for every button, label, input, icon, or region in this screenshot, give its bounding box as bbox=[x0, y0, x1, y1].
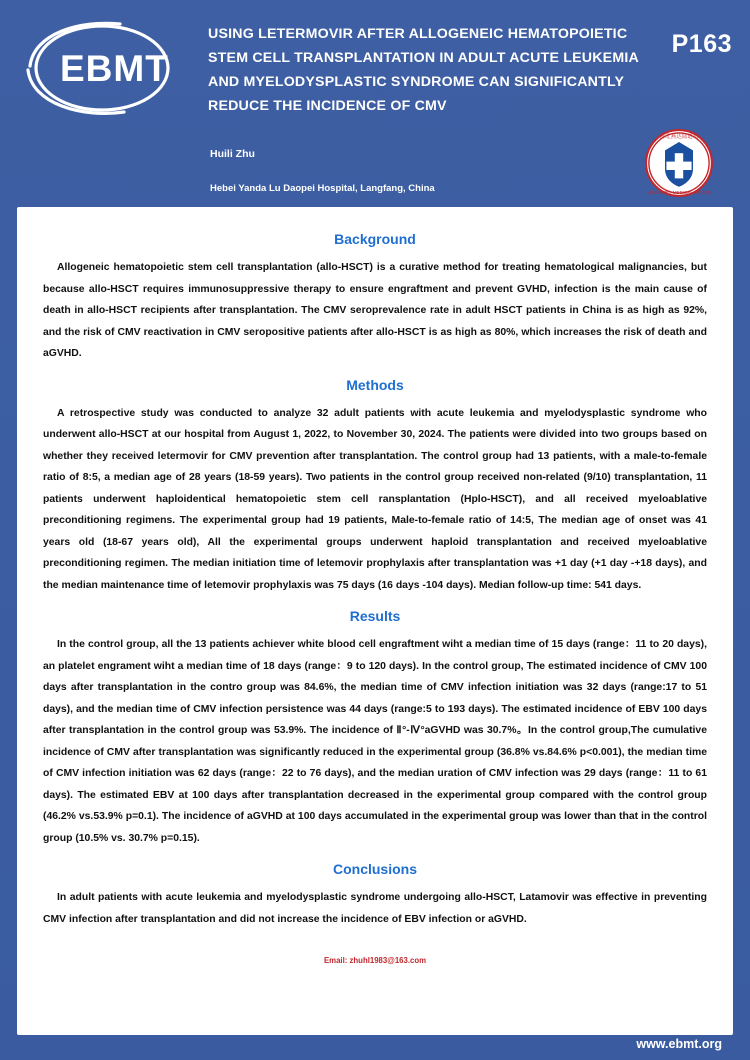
section-heading-methods: Methods bbox=[346, 376, 404, 393]
svg-text:河北燕达陆道培: 河北燕达陆道培 bbox=[659, 133, 699, 140]
title-line-3: AND MYELODYSPLASTIC SYNDROME CAN SIGNIFICANTLY bbox=[208, 74, 625, 90]
section-text-results: In the control group, all the 13 patients achiever white blood cell engraftment wiht a median time of 15 days (range：11 to 20 days), an platelet engrament wiht a median time of 18 days (range：9 to 120 days). In the control group, The estimated incidence of CMV 100 days after transplantation in the contro group was 84.6%, the median time of CMV infection initiation was 32 days (range:17 to 51 days), and the median time of CMV infection persistence was 44 days (range:5 to 193 days). The estimated incidence of EBV 100 days after transplantation in the control group was 53.9%. The incidence of Ⅱ°-Ⅳ°aGVHD was 30.7%。In the control group,The cumulative incidence of CMV after transplantation was significantly reduced in the experimental group (36.8% vs.84.6% p<0.001), the median time of CMV infection initiation was 62 days (range：22 to 76 days), and the median uration of CMV infection was 29 days (range：11 to 61 days). The estimated EBV at 100 days after transplantation decreased in the experimental group compared with the control group (46.2% vs.53.9% p=0.1). The incidence of aGVHD at 100 days accumulated in the experimental group was lower than that in the control group (10.5% vs. 30.7% p=0.15). bbox=[43, 639, 707, 844]
contact-email[interactable]: Email: zhuhl1983@163.com bbox=[323, 956, 427, 965]
svg-text:LU DAOPEI MEDICAL GROUP: LU DAOPEI MEDICAL GROUP bbox=[647, 189, 711, 195]
hospital-seal-icon bbox=[644, 128, 714, 198]
ebmt-logo bbox=[24, 18, 204, 118]
section-heading-results: Results bbox=[349, 608, 401, 624]
section-text-conclusions: In adult patients with acute leukemia and myelodysplastic syndrome undergoing allo-HSCT, Latamovir was effective in preventing CMV infection after transplantation and did not increase the incidence of EBV infection or aGVHD. bbox=[43, 892, 707, 925]
title-line-2: STEM CELL TRANSPLANTATION IN ADULT ACUTE LEUKEMIA bbox=[208, 50, 639, 66]
section-text-background: Allogeneic hematopoietic stem cell transplantation (allo-HSCT) is a curative method for treating hematological malignancies, but because allo-HSCT requires immunosuppressive therapy to ensure engraftment and prevent GVHD, infection is the main cause of death in allo-HSCT recipients after transplantation. The CMV seroprevalence rate in adult HSCT patients in China is as high as 92%, and the risk of CMV reactivation in CMV seropositive patients after allo-HSCT is as high as 80%, which increases the risk of death and aGVHD. bbox=[43, 262, 707, 359]
website-link[interactable]: www.ebmt.org bbox=[636, 1037, 722, 1051]
section-text-methods: A retrospective study was conducted to analyze 32 adult patients with acute leukemia and myelodysplastic syndrome who underwent allo-HSCT at our hospital from August 1, 2022, to November 30, 2024. The patients were divided into two groups based on whether they received letermovir for CMV prevention after transplantation. The control group had 13 patients, with a male-to-female ratio of 8:5, a median age of 28 years (18-59 years). Two patients in the control group received non-related (9/10) transplantation, 11 patients underwent haploidentical hematopoietic stem cell ransplantation (Hplo-HSCT), and all received myeloablative preconditioning regimens. The experimental group had 19 patients, Male-to-female ratio of 14:5, The median age of onset was 41 years old (18-67 years old), All the experimental groups underwent haploid transplantation and received myeloablative preconditioning regimen. The median initiation time of letemovir prophylaxis after transplantation was +1 day (+1 day -+18 days), and the median maintenance time of letemovir prophylaxis was 75 days (16 days -104 days). Median follow-up time: 541 days. bbox=[43, 407, 707, 591]
title-line-1: USING LETERMOVIR AFTER ALLOGENEIC HEMATOPOIETIC bbox=[208, 26, 628, 42]
poster-body-panel bbox=[17, 207, 733, 1035]
section-heading-background: Background bbox=[334, 231, 416, 247]
poster-id-badge: P163 bbox=[671, 30, 732, 58]
author-name: Huili Zhu bbox=[210, 148, 255, 160]
poster-header bbox=[0, 0, 750, 205]
affiliation: Hebei Yanda Lu Daopei Hospital, Langfang, China bbox=[210, 183, 435, 194]
title-line-4: REDUCE THE INCIDENCE OF CMV bbox=[208, 98, 447, 114]
poster-title bbox=[208, 22, 678, 118]
ebmt-logo-text: EBMT bbox=[60, 48, 169, 89]
section-heading-conclusions: Conclusions bbox=[332, 861, 417, 877]
